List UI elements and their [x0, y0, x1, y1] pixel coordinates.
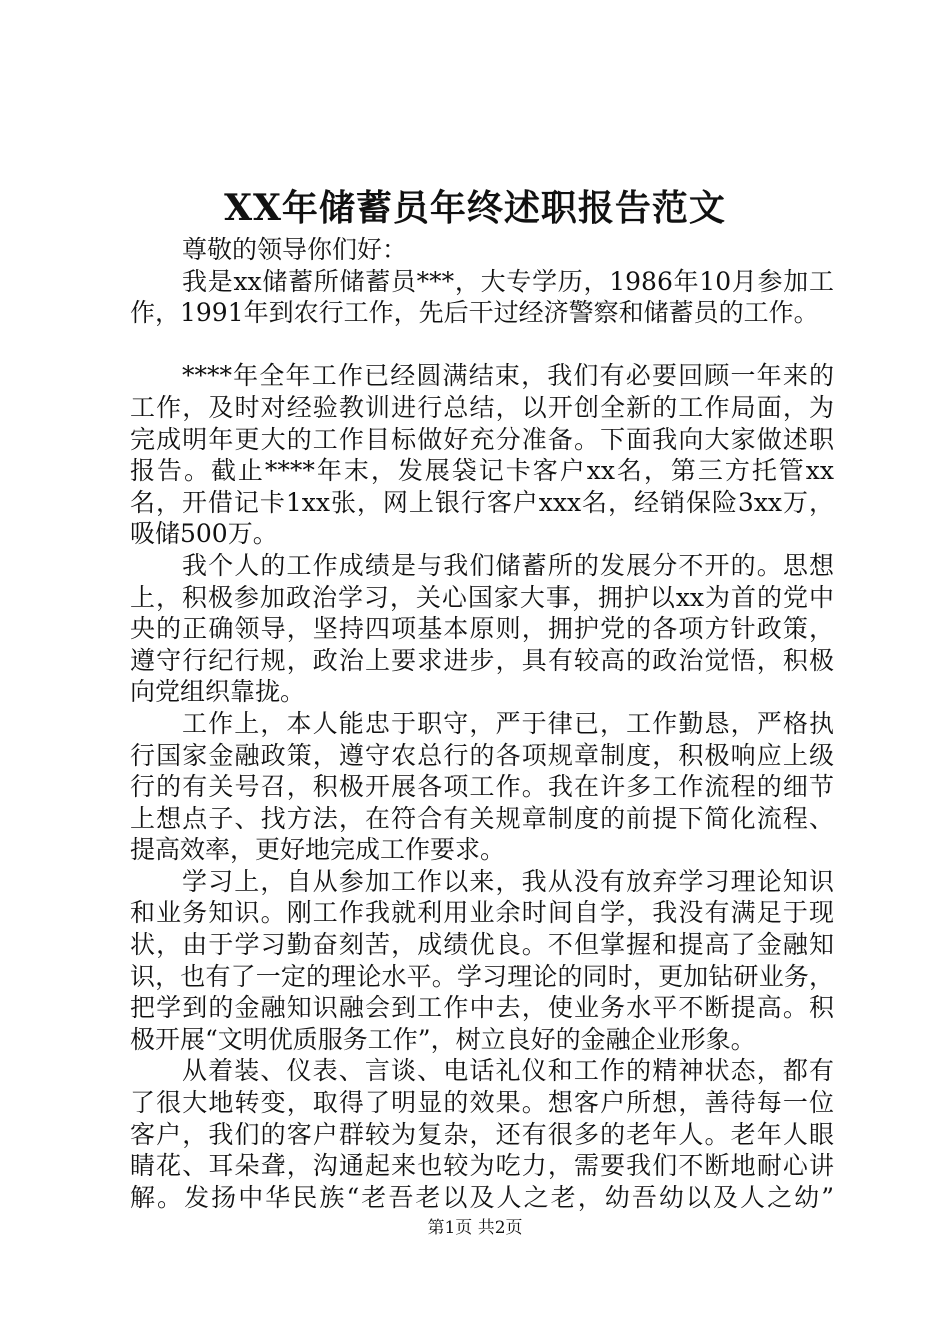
page-footer: 第1页 共2页	[427, 1218, 523, 1238]
paragraph-line: 报告。截止****年末，发展袋记卡客户xx名，第三方托管xx	[130, 456, 834, 486]
paragraph-line: 上想点子、找方法，在符合有关规章制度的前提下简化流程、	[130, 803, 834, 833]
document-title: XX年储蓄员年终述职报告范文	[224, 187, 726, 229]
paragraph-line: 睛花、耳朵聋，沟通起来也较为吃力，需要我们不断地耐心讲	[130, 1151, 834, 1181]
paragraph-line: 行国家金融政策，遵守农总行的各项规章制度，积极响应上级	[130, 740, 834, 770]
paragraph-line: 工作上，本人能忠于职守，严于律已，工作勤恳，严格执	[182, 708, 834, 738]
paragraph-line: 上，积极参加政治学习，关心国家大事，拥护以xx为首的党中	[130, 582, 834, 612]
paragraph-gap	[130, 329, 834, 361]
paragraph-line: 我是xx储蓄所储蓄员***，大专学历，1986年10月参加工	[182, 266, 834, 296]
paragraph-line: 从着装、仪表、言谈、电话礼仪和工作的精神状态，都有	[182, 1056, 834, 1086]
paragraph-line: 解。发扬中华民族“老吾老以及人之老，幼吾幼以及人之幼”	[130, 1182, 834, 1212]
paragraph-line: 完成明年更大的工作目标做好充分准备。下面我向大家做述职	[130, 424, 834, 454]
paragraph-line: 把学到的金融知识融会到工作中去，使业务水平不断提高。积	[130, 993, 834, 1023]
paragraph-line: 学习上，自从参加工作以来，我从没有放弃学习理论知识	[182, 866, 834, 896]
paragraph-line: 识，也有了一定的理论水平。学习理论的同时，更加钻研业务，	[130, 961, 834, 991]
paragraph-line: 客户，我们的客户群较为复杂，还有很多的老年人。老年人眼	[130, 1119, 834, 1149]
paragraph-line: 行的有关号召，积极开展各项工作。我在许多工作流程的细节	[130, 772, 834, 802]
document-body	[130, 234, 834, 1213]
paragraph-line: 吸储500万。	[130, 519, 278, 549]
paragraph-line: 提高效率，更好地完成工作要求。	[130, 835, 506, 865]
paragraph-line: 向党组织靠拢。	[130, 677, 306, 707]
paragraph-line: 状，由于学习勤奋刻苦，成绩优良。不但掌握和提高了金融知	[130, 930, 834, 960]
paragraph-line: 和业务知识。刚工作我就利用业余时间自学，我没有满足于现	[130, 898, 834, 928]
paragraph-line: ****年全年工作已经圆满结束，我们有必要回顾一年来的	[182, 361, 834, 391]
paragraph-line: 遵守行纪行规，政治上要求进步，具有较高的政治觉悟，积极	[130, 645, 834, 675]
paragraph-line: 工作，及时对经验教训进行总结，以开创全新的工作局面，为	[130, 392, 834, 422]
salutation-line: 尊敬的领导你们好：	[182, 235, 408, 264]
paragraph-line: 名，开借记卡1xx张，网上银行客户xxx名，经销保险3xx万，	[130, 487, 834, 517]
paragraph-line: 极开展“文明优质服务工作”，树立良好的金融企业形象。	[130, 1024, 756, 1054]
paragraph-line: 央的正确领导，坚持四项基本原则，拥护党的各项方针政策，	[130, 614, 834, 644]
paragraph-line: 了很大地转变，取得了明显的效果。想客户所想，善待每一位	[130, 1088, 834, 1118]
paragraph-line: 作，1991年到农行工作，先后干过经济警察和储蓄员的工作。	[130, 298, 819, 328]
paragraph-line: 我个人的工作成绩是与我们储蓄所的发展分不开的。思想	[182, 550, 834, 580]
